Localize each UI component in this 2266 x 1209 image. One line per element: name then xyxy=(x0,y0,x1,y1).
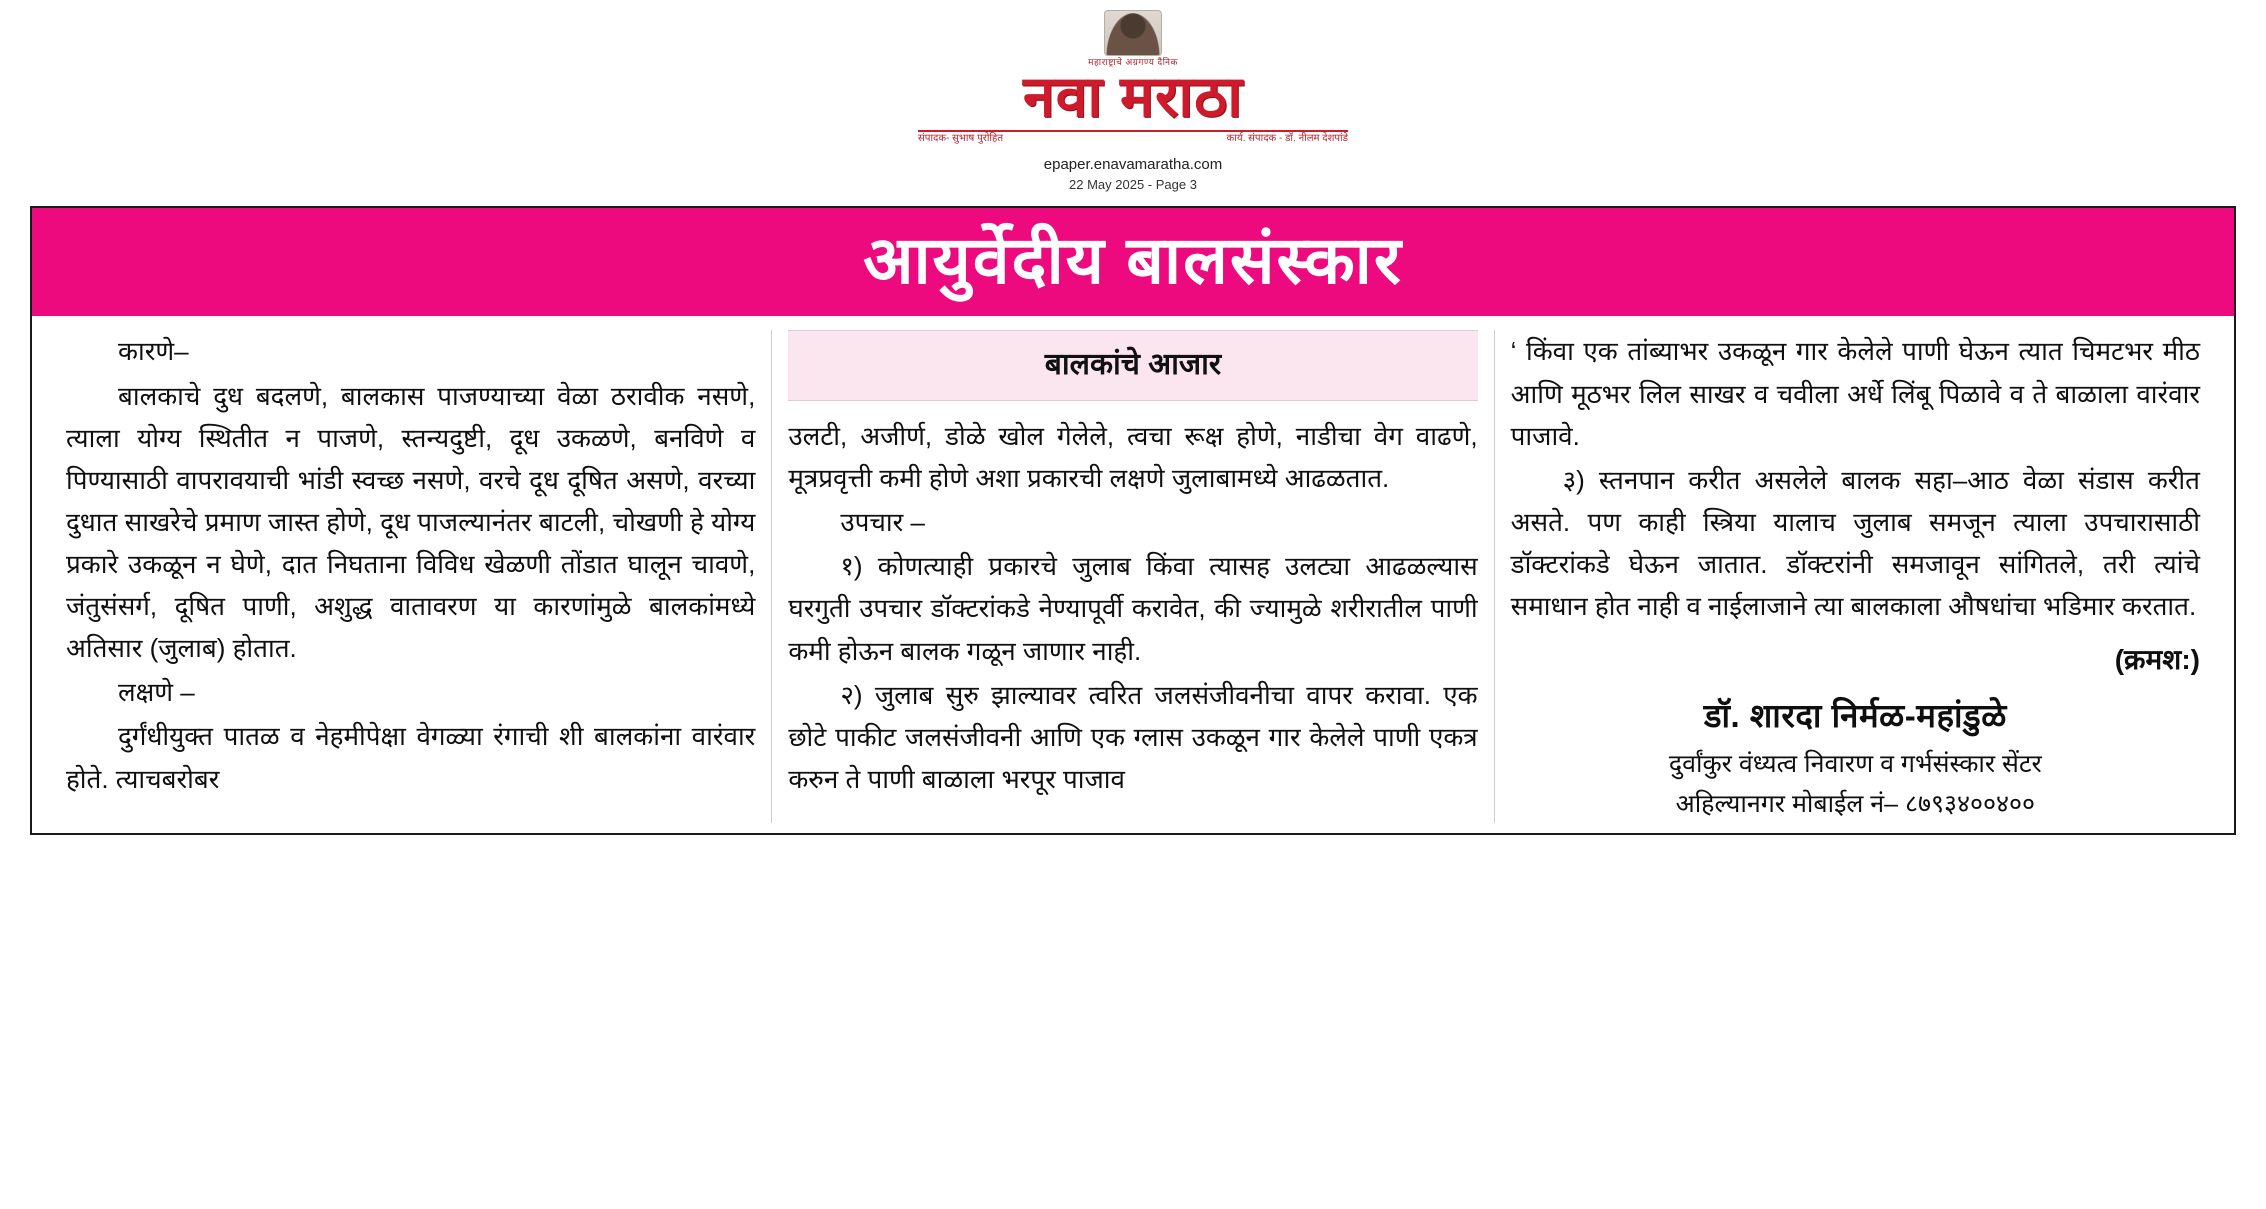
lakshane-heading: लक्षणे – xyxy=(118,677,195,708)
masthead-tagline: महाराष्ट्राचे अग्रगण्य दैनिक xyxy=(1088,57,1178,67)
author-affiliation: दुर्वांकुर वंध्यत्व निवारण व गर्भसंस्कार सेंटर xyxy=(1668,750,2042,779)
section-subheading: बालकांचे आजार xyxy=(788,330,1477,401)
treatment-paragraph-2: २) जुलाब सुरु झाल्यावर त्वरित जलसंजीवनीचा वापर करावा. एक छोटे पाकीट जलसंजीवनी आणि एक ग्लास उकळून गार केलेले पाणी एकत्र करुन ते पाणी बाळाला भरपूर पाजाव xyxy=(788,679,1478,794)
headline-band xyxy=(32,208,2234,317)
masthead-logo xyxy=(918,10,1348,144)
lakshane-paragraph: दुर्गंधीयुक्त पातळ व नेहमीपेक्षा वेगळ्या रंगाची शी बालकांना वारंवार होते. त्याचबरोबर xyxy=(66,721,756,794)
treatment-paragraph-1: १) कोणत्याही प्रकारचे जुलाब किंवा त्यासह उलट्या आढळल्यास घरगुती उपचार डॉक्टरांकडे नेण्यापूर्वी करावेत, की ज्यामुळे शरीरातील पाणी कमी होऊन बालक गळून जाणार नाही. xyxy=(788,551,1478,666)
founder-portrait-icon xyxy=(1104,10,1162,56)
treatment-paragraph-3: ‘ किंवा एक तांब्याभर उकळून गार केलेले पाणी घेऊन त्यात चिमटभर मीठ आणि मूठभर लिल साखर व चवीला अर्धे लिंबू पिळावे व ते बाळाला वारंवार पाजावे. xyxy=(1510,336,2200,451)
masthead-credits xyxy=(918,134,1348,144)
epaper-url: epaper.enavamaratha.com xyxy=(1043,155,1223,173)
karane-heading: कारणे– xyxy=(118,336,189,367)
article-headline: आयुर्वेदीय बालसंस्कार xyxy=(863,222,1403,297)
author-byline: डॉ. शारदा निर्मळ-महांडुळे xyxy=(1703,696,2007,734)
upachar-heading: उपचार – xyxy=(840,507,925,538)
masthead-credit-left: संपादक- सुभाष पुरोहित xyxy=(918,132,1004,144)
article-frame xyxy=(30,206,2236,835)
karane-paragraph: बालकाचे दुध बदलणे, बालकास पाजण्याच्या वेळा ठरावीक नसणे, त्याला योग्य स्थितीत न पाजणे, स्तन्यदुष्टी, दूध उकळणे, बनविणे व पिण्यासाठी वापरावयाची भांडी स्वच्छ नसणे, वरचे दूध दूषित असणे, वरच्या दुधात साखरेचे प्रमाण जास्त होणे, दूध पाजल्यानंतर बाटली, चोखणी हे योग्य प्रकारे उकळून न घेणे, दात निघताना विविध खेळणी तोंडात घालून चावणे, जंतुसंसर्ग, दूषित पाणी, अशुद्ध वातावरण या कारणांमुळे बालकांमध्ये अतिसार (जुलाब) होतात. xyxy=(66,380,756,664)
epaper-date-line: 22 May 2025 - Page 3 xyxy=(1069,176,1197,192)
continuation-marker: (क्रमश:) xyxy=(2114,644,2200,676)
masthead-title: नवा मराठा xyxy=(1023,65,1243,129)
masthead-credit-right: कार्य. संपादक - डॉ. नीलम देशपांडे xyxy=(1226,132,1348,144)
article-columns xyxy=(32,316,2234,832)
article-column-1 xyxy=(50,330,771,822)
article-column-3 xyxy=(1494,330,2216,822)
article-column-2 xyxy=(771,330,1493,822)
author-contact: अहिल्यानगर मोबाईल नं– ८७९३४००४०० xyxy=(1675,790,2036,819)
treatment-paragraph-4: ३) स्तनपान करीत असलेले बालक सहा–आठ वेळा संडास करीत असते. पण काही स्त्रिया यालाच जुलाब समजून त्याला उपचारासाठी डॉक्टरांकडे घेऊन जातात. डॉक्टरांनी समजावून सांगितले, तरी त्यांचे समाधान होत नाही व नाईलाजाने त्या बालकाला औषधांचा भडिमार करतात. xyxy=(1510,464,2200,622)
symptoms-paragraph: उलटी, अजीर्ण, डोळे खोल गेलेले, त्वचा रूक्ष होणे, नाडीचा वेग वाढणे, मूत्रप्रवृत्ती कमी होणे अशा प्रकारची लक्षणे जुलाबामध्ये आढळतात. xyxy=(788,421,1478,494)
masthead-divider xyxy=(918,130,1348,132)
masthead xyxy=(30,0,2236,192)
